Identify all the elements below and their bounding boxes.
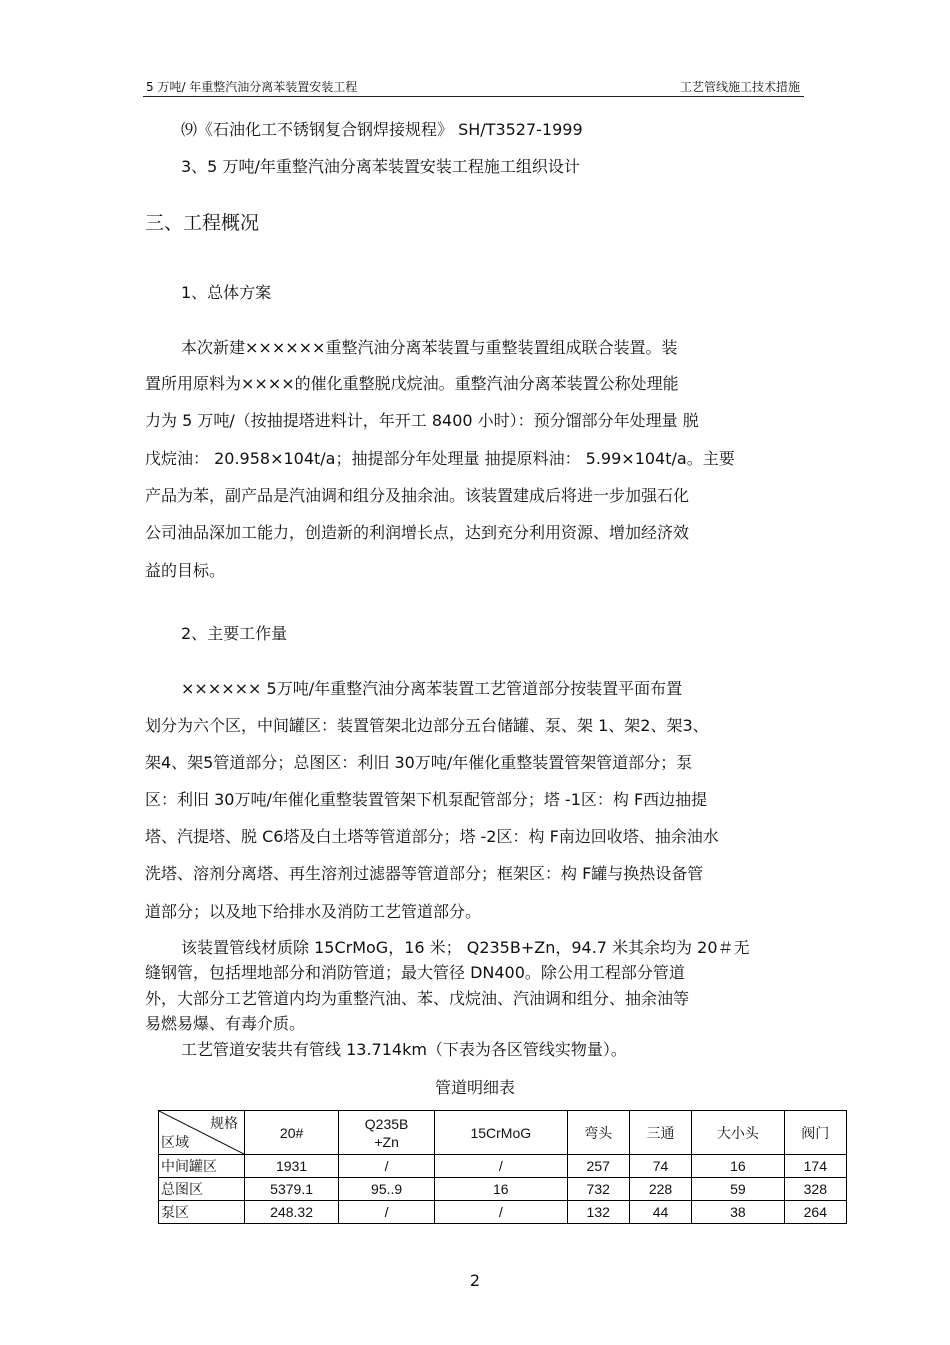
- corner-spec-label: 规格: [210, 1115, 238, 1131]
- column-header: 三通: [629, 1111, 691, 1155]
- overview-line: 力为 5 万吨/（按抽提塔进料计，年开工 8400 小时）：预分馏部分年处理量 脱: [145, 411, 699, 430]
- materials-line: 易燃易爆、有毒介质。: [145, 1014, 306, 1033]
- page-number: 2: [469, 1271, 481, 1290]
- workload-line: 划分为六个区，中间罐区：装置管架北边部分五台储罐、泵、架 1、架2、架3、: [145, 716, 709, 735]
- table-cell: 1931: [245, 1155, 339, 1178]
- table-cell: 74: [629, 1155, 691, 1178]
- workload-line: 塔、汽提塔、脱 C6塔及白土塔等管道部分；塔 -2区：构 F南边回收塔、抽余油水: [145, 827, 719, 846]
- overview-line: 公司油品深加工能力，创造新的利润增长点，达到充分利用资源、增加经济效: [145, 523, 690, 542]
- table-header-row: [159, 1111, 847, 1155]
- table-cell: 132: [567, 1201, 629, 1224]
- table-cell: /: [339, 1201, 435, 1224]
- overview-line: 戊烷油： 20.958×104t/a；抽提部分年处理量 抽提原料油： 5.99×104t/a。主要: [145, 449, 735, 468]
- corner-zone-label: 区域: [161, 1134, 189, 1150]
- table-caption: 管道明细表: [434, 1078, 515, 1097]
- table-cell: 16: [692, 1155, 784, 1178]
- header-document-title: 工艺管线施工技术措施: [679, 80, 800, 94]
- header-rule: [143, 96, 804, 97]
- table-cell: 732: [567, 1178, 629, 1201]
- overview-line: 产品为苯，副产品是汽油调和组分及抽余油。该装置建成后将进一步加强石化: [145, 486, 690, 505]
- table-corner-cell: [159, 1111, 245, 1155]
- table-cell: 5379.1: [245, 1178, 339, 1201]
- overview-line: 益的目标。: [145, 561, 226, 580]
- zone-cell: 总图区: [159, 1178, 245, 1201]
- workload-line: ×××××× 5万吨/年重整汽油分离苯装置工艺管道部分按装置平面布置: [181, 679, 683, 698]
- table-cell: 228: [629, 1178, 691, 1201]
- column-header: Q235B +Zn: [339, 1111, 435, 1155]
- workload-line: 架4、架5管道部分；总图区：利旧 30万吨/年催化重整装置管架管道部分；泵: [145, 753, 693, 772]
- overview-line: 置所用原料为××××的催化重整脱戊烷油。重整汽油分离苯装置公称处理能: [145, 374, 679, 393]
- column-header: 阀门: [784, 1111, 846, 1155]
- table-cell: 328: [784, 1178, 846, 1201]
- table-row: [159, 1178, 847, 1201]
- overview-heading: 1、总体方案: [181, 283, 272, 302]
- reference-item-9: ⑼《石油化工不锈钢复合钢焊接规程》 SH/T3527-1999: [181, 120, 583, 139]
- table-cell: 264: [784, 1201, 846, 1224]
- table-cell: 257: [567, 1155, 629, 1178]
- materials-line: 外，大部分工艺管道内均为重整汽油、苯、戊烷油、汽油调和组分、抽余油等: [145, 989, 690, 1008]
- workload-heading: 2、主要工作量: [181, 624, 288, 643]
- table-cell: 95..9: [339, 1178, 435, 1201]
- table-cell: /: [339, 1155, 435, 1178]
- table-cell: 16: [435, 1178, 568, 1201]
- pipe-detail-table: [158, 1110, 847, 1224]
- table-cell: /: [435, 1155, 568, 1178]
- overview-line: 本次新建××××××重整汽油分离苯装置与重整装置组成联合装置。装: [181, 338, 678, 357]
- column-header: 弯头: [567, 1111, 629, 1155]
- workload-line: 道部分；以及地下给排水及消防工艺管道部分。: [145, 902, 482, 921]
- table-cell: /: [435, 1201, 568, 1224]
- table-cell: 248.32: [245, 1201, 339, 1224]
- table-row: [159, 1155, 847, 1178]
- section-title: 三、工程概况: [145, 212, 260, 234]
- zone-cell: 中间罐区: [159, 1155, 245, 1178]
- pipeline-total-line: 工艺管道安装共有管线 13.714km（下表为各区管线实物量）。: [181, 1040, 627, 1059]
- materials-line: 该装置管线材质除 15CrMoG，16 米； Q235B+Zn，94.7 米其余均为 20＃无: [181, 938, 750, 957]
- column-header: 15CrMoG: [435, 1111, 568, 1155]
- column-header: 大小头: [692, 1111, 784, 1155]
- reference-item-3: 3、5 万吨/年重整汽油分离苯装置安装工程施工组织设计: [181, 157, 580, 176]
- table-cell: 59: [692, 1178, 784, 1201]
- table-cell: 174: [784, 1155, 846, 1178]
- workload-line: 洗塔、溶剂分离塔、再生溶剂过滤器等管道部分；框架区：构 F罐与换热设备管: [145, 864, 704, 883]
- header-project-title: 5 万吨/ 年重整汽油分离苯装置安装工程: [146, 80, 358, 94]
- materials-line: 缝钢管，包括埋地部分和消防管道；最大管径 DN400。除公用工程部分管道: [145, 963, 685, 982]
- zone-cell: 泵区: [159, 1201, 245, 1224]
- workload-line: 区：利旧 30万吨/年催化重整装置管架下机泵配管部分；塔 -1区：构 F西边抽提: [145, 790, 708, 809]
- table-cell: 38: [692, 1201, 784, 1224]
- column-header: 20#: [245, 1111, 339, 1155]
- table-row: [159, 1201, 847, 1224]
- table-cell: 44: [629, 1201, 691, 1224]
